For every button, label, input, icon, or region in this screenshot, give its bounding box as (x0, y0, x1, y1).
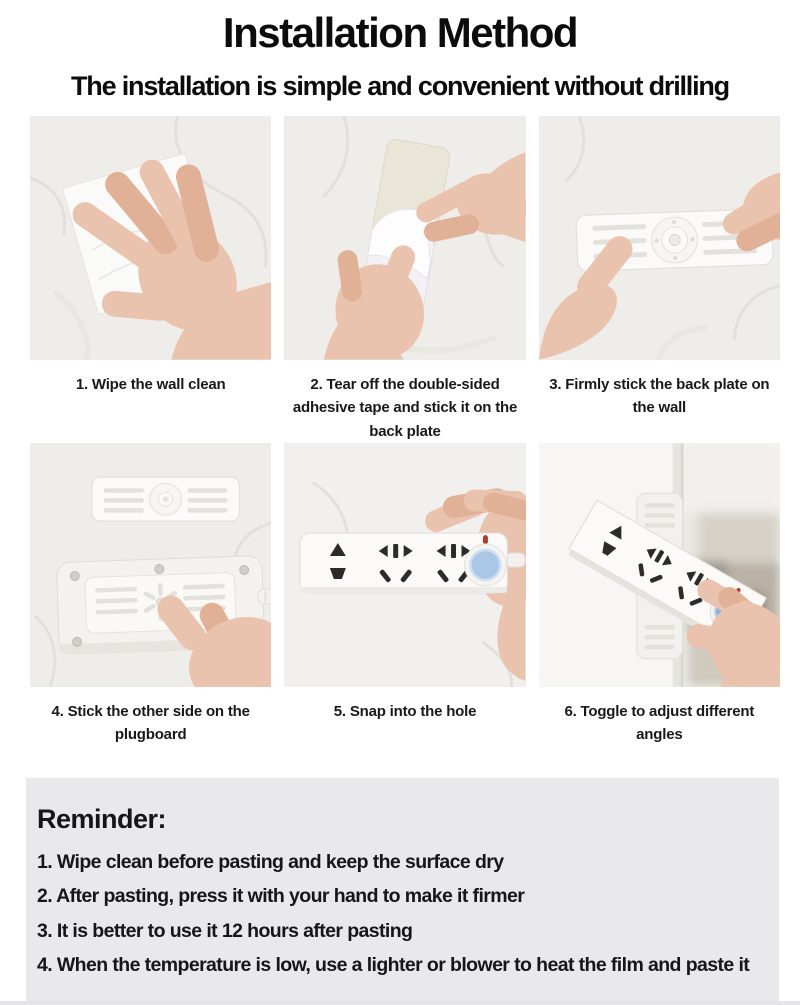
plate-center-hole (669, 235, 680, 246)
photo-snap-into-hole-illustration (284, 443, 525, 687)
step-card-6 (539, 443, 780, 760)
step-caption-2: 2. Tear off the double-sided adhesive tape and stick it on the back plate (292, 376, 518, 440)
installation-steps-grid (30, 116, 780, 760)
step-card-3 (539, 116, 780, 443)
photo-stick-plate-illustration (539, 116, 780, 360)
page-title: Installation Method (222, 9, 578, 56)
step-photo-6 (539, 443, 780, 687)
reminder-item-2: 2. After pasting, press it with your hand to make it firmer (37, 885, 525, 908)
blue-toggle-button (465, 544, 507, 586)
step-card-5 (284, 443, 525, 760)
step-photo-1 (30, 116, 271, 360)
reminder-list (37, 849, 763, 979)
page-subtitle: The installation is simple and convenient without drilling (71, 71, 729, 102)
step-card-2 (284, 116, 525, 443)
bottom-edge-strip (0, 1001, 800, 1005)
step-caption-1: 1. Wipe the wall clean (75, 376, 226, 394)
step-caption-3: 3. Firmly stick the back plate on the wall (549, 376, 770, 417)
power-indicator-light (483, 535, 488, 544)
header (0, 0, 800, 102)
photo-toggle-angle-illustration (539, 443, 780, 687)
power-cable (506, 553, 526, 567)
step-caption-4: 4. Stick the other side on the plugboard (51, 702, 250, 744)
photo-tear-adhesive-illustration (284, 116, 525, 360)
step-photo-5 (284, 443, 525, 687)
step-photo-2 (284, 116, 525, 360)
reminder-heading: Reminder: (37, 803, 167, 834)
step-photo-3 (539, 116, 780, 360)
reminder-item-3: 3. It is better to use it 12 hours after pasting (37, 919, 413, 942)
step-caption-6: 6. Toggle to adjust different angles (564, 702, 755, 744)
step-photo-4 (30, 443, 271, 687)
reminder-item-4: 4. When the temperature is low, use a lighter or blower to heat the film and paste it (37, 953, 750, 976)
wall-plate-illustration (92, 477, 240, 521)
reminder-section (26, 778, 779, 1004)
photo-wipe-wall-illustration (30, 116, 271, 360)
step-card-1 (30, 116, 271, 443)
step-caption-5: 5. Snap into the hole (333, 702, 477, 720)
power-cable (257, 589, 271, 604)
photo-stick-on-plugboard-illustration (30, 443, 271, 687)
power-strip-illustration (300, 533, 507, 593)
reminder-item-1: 1. Wipe clean before pasting and keep the surface dry (37, 850, 504, 873)
step-card-4 (30, 443, 271, 760)
